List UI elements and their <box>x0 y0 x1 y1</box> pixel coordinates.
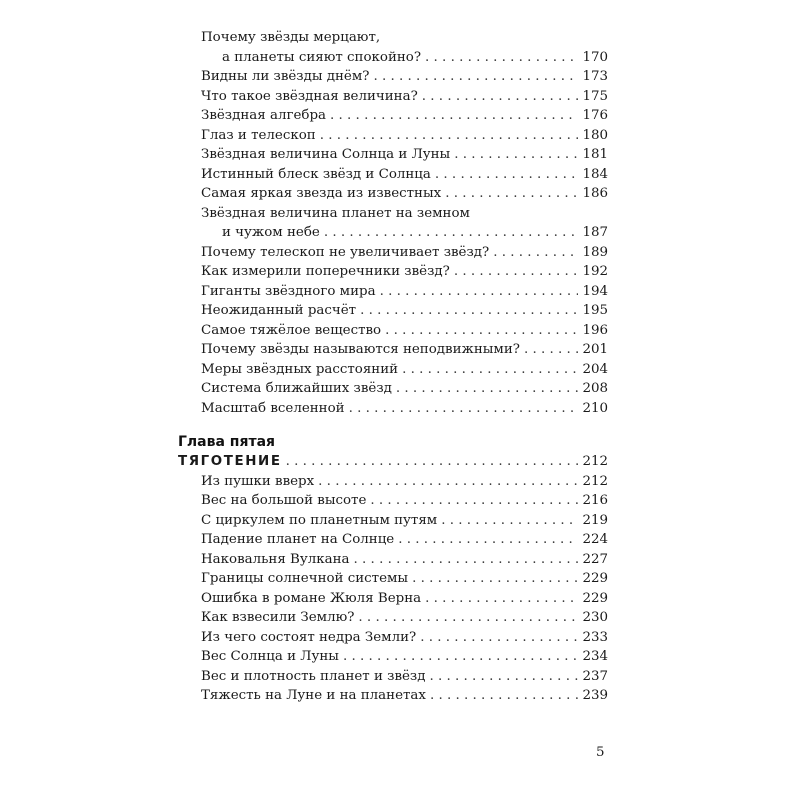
toc-entry <box>178 165 608 185</box>
toc-entry-title: Самая яркая звезда из известных <box>201 186 442 201</box>
toc-entry-page-number: 187 <box>582 225 608 240</box>
toc-entry-title: Звёздная алгебра <box>201 108 327 123</box>
leader-dots <box>380 282 579 302</box>
toc-entry-title: Звёздная величина Солнца и Луны <box>201 147 451 162</box>
toc-entry-title: Почему звёзды мерцают, <box>201 30 381 45</box>
leader-dots <box>429 667 578 687</box>
leader-dots <box>454 145 578 165</box>
toc-entry-title: Тяжесть на Луне и на планетах <box>201 688 426 703</box>
toc-entry-title: Истинный блеск звёзд и Солнца <box>201 166 431 182</box>
toc-entry <box>178 48 608 68</box>
toc-entry-title: Звёздная величина планет на земном <box>201 205 470 221</box>
toc-entry-title: Вес и плотность планет и звёзд <box>201 668 426 684</box>
toc-entry-title: а планеты сияют спокойно? <box>222 49 422 65</box>
toc-entry-title: Границы солнечной системы <box>201 571 409 586</box>
toc-entry <box>178 647 608 667</box>
toc-entry-page-number: 194 <box>582 283 608 299</box>
toc-entry <box>178 145 608 165</box>
toc-entry-page-number: 229 <box>582 590 608 606</box>
toc-entry-title: Почему звёзды называются неподвижными? <box>201 342 520 357</box>
toc-entry <box>178 608 608 628</box>
toc-entry <box>178 569 608 589</box>
toc-entry <box>178 126 608 146</box>
toc-entry-title: Как взвесили Землю? <box>201 610 355 625</box>
toc-section-gravitation <box>178 472 608 706</box>
toc-entry <box>178 511 608 531</box>
toc-entry <box>178 282 608 302</box>
toc-entry-page-number: 170 <box>582 49 608 65</box>
toc-entry <box>178 550 608 570</box>
leader-dots <box>454 262 579 282</box>
chapter-label: Глава пятая <box>178 434 276 450</box>
toc-entry <box>178 628 608 648</box>
toc-entry <box>178 67 608 87</box>
leader-dots <box>445 184 578 204</box>
toc-entry <box>178 530 608 550</box>
toc-entry-page-number: 219 <box>582 512 608 528</box>
toc-entry-page-number: 224 <box>582 532 608 547</box>
toc-entry-page-number: 230 <box>582 610 608 625</box>
toc-entry <box>178 686 608 706</box>
leader-dots <box>412 569 578 589</box>
toc-entry-page-number: 201 <box>582 342 608 357</box>
toc-entry <box>178 472 608 492</box>
toc-entry-page-number: 233 <box>582 629 608 645</box>
table-of-contents <box>178 28 608 706</box>
toc-entry <box>178 28 608 48</box>
toc-entry-title: Неожиданный расчёт <box>201 303 357 318</box>
leader-dots <box>349 399 579 419</box>
toc-entry-title: и чужом небе <box>222 225 320 240</box>
toc-entry <box>178 184 608 204</box>
toc-entry-page-number: 234 <box>582 649 608 664</box>
leader-dots <box>524 340 579 360</box>
leader-dots <box>435 165 579 185</box>
leader-dots <box>318 472 578 492</box>
toc-entry <box>178 340 608 360</box>
leader-dots <box>358 608 578 628</box>
chapter-heading <box>178 452 608 472</box>
toc-entry-page-number: 237 <box>582 668 608 684</box>
toc-entry <box>178 321 608 341</box>
toc-entry <box>178 491 608 511</box>
toc-entry-page-number: 216 <box>582 493 608 508</box>
toc-entry <box>178 106 608 126</box>
leader-dots <box>402 360 578 380</box>
leader-dots <box>425 48 578 68</box>
toc-entry-title: Из пушки вверх <box>201 473 315 489</box>
toc-entry-page-number: 210 <box>582 400 608 416</box>
toc-entry-title: Из чего состоят недра Земли? <box>201 629 417 645</box>
toc-entry <box>178 360 608 380</box>
toc-section-previous-chapter <box>178 28 608 418</box>
toc-entry-title: Что такое звёздная величина? <box>201 88 418 104</box>
leader-dots <box>441 511 578 531</box>
toc-entry <box>178 204 608 224</box>
toc-entry <box>178 87 608 107</box>
toc-entry <box>178 667 608 687</box>
toc-entry-title: Вес Солнца и Луны <box>201 649 339 664</box>
chapter-title: ТЯГОТЕНИЕ <box>178 454 282 469</box>
toc-entry-page-number: 186 <box>582 186 608 201</box>
toc-entry-page-number: 192 <box>582 264 608 279</box>
toc-entry-page-number: 229 <box>582 571 608 586</box>
toc-entry-title: С циркулем по планетным путям <box>201 512 438 528</box>
toc-entry-title: Глаз и телескоп <box>201 127 316 143</box>
toc-entry-page-number: 180 <box>582 127 608 143</box>
leader-dots <box>430 686 578 706</box>
toc-entry-title: Меры звёздных расстояний <box>201 361 399 377</box>
toc-entry <box>178 589 608 609</box>
toc-entry <box>178 399 608 419</box>
toc-entry-title: Видны ли звёзды днём? <box>201 69 370 84</box>
page-number: 5 <box>596 745 605 760</box>
leader-dots <box>493 243 578 263</box>
toc-entry-page-number: 204 <box>582 361 608 377</box>
toc-entry-page-number: 184 <box>582 166 608 182</box>
toc-entry-title: Система ближайших звёзд <box>201 381 392 396</box>
toc-entry-page-number: 208 <box>582 381 608 396</box>
toc-entry-page-number: 195 <box>582 303 608 318</box>
toc-entry-title: Наковальня Вулкана <box>201 551 350 567</box>
toc-entry-page-number: 212 <box>582 473 608 489</box>
toc-entry <box>178 379 608 399</box>
leader-dots <box>420 628 578 648</box>
leader-dots <box>398 530 578 550</box>
toc-entry <box>178 243 608 263</box>
toc-entry-title: Самое тяжёлое вещество <box>201 322 382 338</box>
toc-entry-title: Ошибка в романе Жюля Верна <box>201 590 422 606</box>
leader-dots <box>343 647 579 667</box>
leader-dots <box>396 379 579 399</box>
leader-dots <box>373 67 578 87</box>
toc-entry-title: Масштаб вселенной <box>201 400 345 416</box>
leader-dots <box>354 550 579 570</box>
toc-entry-page-number: 173 <box>582 69 608 84</box>
leader-dots <box>330 106 578 126</box>
toc-entry-title: Вес на большой высоте <box>201 493 367 508</box>
toc-entry-title: Гиганты звёздного мира <box>201 283 376 299</box>
toc-entry-title: Как измерили поперечники звёзд? <box>201 264 450 279</box>
toc-entry-page-number: 196 <box>582 322 608 338</box>
toc-spacer <box>178 418 608 424</box>
toc-entry-page-number: 239 <box>582 688 608 703</box>
toc-entry-title: Падение планет на Солнце <box>201 532 395 547</box>
leader-dots <box>422 87 579 107</box>
toc-entry-page-number: 181 <box>582 147 608 162</box>
leader-dots <box>320 126 579 146</box>
chapter-page-number: 212 <box>582 454 608 469</box>
toc-entry-page-number: 175 <box>582 88 608 104</box>
leader-dots <box>370 491 578 511</box>
toc-entry <box>178 262 608 282</box>
toc-entry <box>178 301 608 321</box>
toc-entry-page-number: 227 <box>582 551 608 567</box>
leader-dots <box>360 301 578 321</box>
leader-dots <box>385 321 578 341</box>
toc-entry-title: Почему телескоп не увеличивает звёзд? <box>201 244 490 260</box>
toc-entry-page-number: 176 <box>582 108 608 123</box>
toc-entry <box>178 223 608 243</box>
leader-dots <box>425 589 578 609</box>
toc-entry-page-number: 189 <box>582 244 608 260</box>
leader-dots <box>286 452 579 472</box>
leader-dots <box>324 223 579 243</box>
